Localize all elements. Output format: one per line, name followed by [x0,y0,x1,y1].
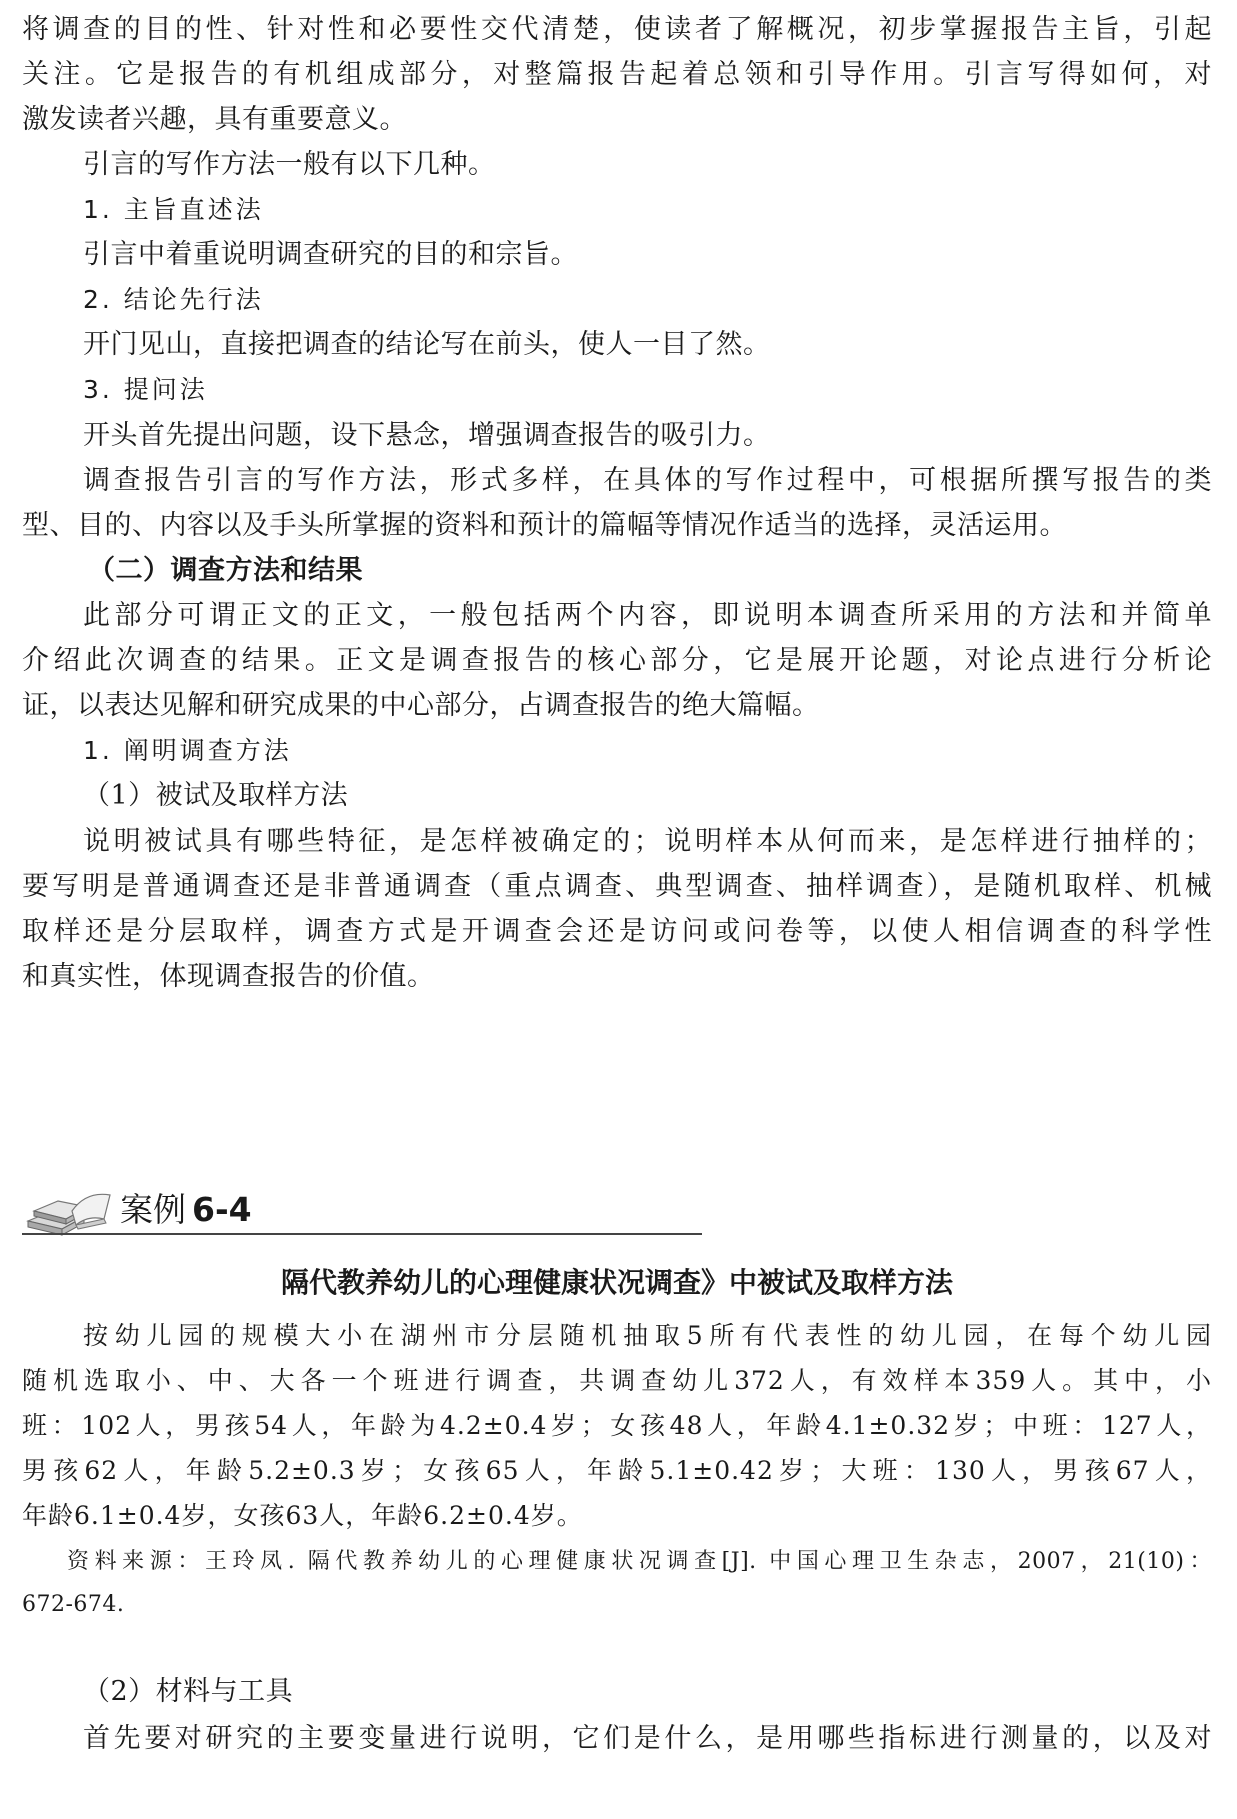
summary-line-1: 调查报告引言的写作方法，形式多样，在具体的写作过程中，可根据所撰写报告的类 [83,465,1212,496]
section-2-line-1: 此部分可谓正文的正文，一般包括两个内容，即说明本调查所采用的方法和并简单 [83,600,1212,631]
method-3-text: 开头首先提出问题，设下悬念，增强调查报告的吸引力。 [83,420,771,451]
intro-line-1: 将调查的目的性、针对性和必要性交代清楚，使读者了解概况，初步掌握报告主旨，引起 [22,14,1212,45]
case-line-4: 男孩62人，年龄5.2±0.3岁；女孩65人，年龄5.1±0.42岁；大班：130人，男孩67人， [22,1456,1212,1485]
method-2-heading: 2. 结论先行法 [83,285,264,314]
intro-line-2: 关注。它是报告的有机组成部分，对整篇报告起着总领和引导作用。引言写得如何，对 [22,59,1212,90]
subsection-1-heading: 1. 阐明调查方法 [83,736,292,765]
case-label-text: 案例 [120,1190,186,1229]
item-1-line-2: 要写明是普通调查还是非普通调查（重点调查、典型调查、抽样调查），是随机取样、机械 [22,871,1212,902]
method-1-heading: 1. 主旨直述法 [83,195,264,224]
item-1-line-1: 说明被试具有哪些特征，是怎样被确定的；说明样本从何而来，是怎样进行抽样的； [83,826,1212,857]
case-line-1: 按幼儿园的规模大小在湖州市分层随机抽取5所有代表性的幼儿园，在每个幼儿园 [83,1321,1212,1350]
item-1-line-3: 取样还是分层取样，调查方式是开调查会还是访问或问卷等，以使人相信调查的科学性 [22,916,1212,947]
books-icon [28,1194,110,1235]
case-line-2: 随机选取小、中、大各一个班进行调查，共调查幼儿372人，有效样本359人。其中，小 [22,1366,1212,1395]
method-2-text: 开门见山，直接把调查的结论写在前头，使人一目了然。 [83,329,771,360]
case-label [120,1190,252,1230]
case-line-5: 年龄6.1±0.4岁，女孩63人，年龄6.2±0.4岁。 [22,1501,583,1530]
summary-line-2: 型、目的、内容以及手头所掌握的资料和预计的篇幅等情况作适当的选择，灵活运用。 [22,510,1067,541]
case-source-line-2: 672-674. [22,1592,125,1617]
case-title: 隔代教养幼儿的心理健康状况调查》中被试及取样方法 [280,1266,953,1299]
case-source-line-1: 资料来源：王玲凤. 隔代教养幼儿的心理健康状况调查[J]. 中国心理卫生杂志，2007，21(10)： [67,1549,1212,1574]
case-line-3: 班：102人，男孩54人，年龄为4.2±0.4岁；女孩48人，年龄4.1±0.32岁；中班：127人， [22,1411,1212,1440]
section-2-heading: （二）调查方法和结果 [88,555,363,586]
item-1-heading: （1）被试及取样方法 [83,780,349,811]
section-2-line-2: 介绍此次调查的结果。正文是调查报告的核心部分，它是展开论题，对论点进行分析论 [22,645,1212,676]
method-1-text: 引言中着重说明调查研究的目的和宗旨。 [83,239,578,270]
item-2-line-1: 首先要对研究的主要变量进行说明，它们是什么，是用哪些指标进行测量的，以及对 [83,1723,1212,1754]
intro-line-3: 激发读者兴趣，具有重要意义。 [22,104,407,135]
method-3-heading: 3. 提问法 [83,375,208,404]
methods-intro: 引言的写作方法一般有以下几种。 [83,149,496,180]
item-1-line-4: 和真实性，体现调查报告的价值。 [22,961,435,992]
section-2-line-3: 证，以表达见解和研究成果的中心部分，占调查报告的绝大篇幅。 [22,690,820,721]
item-2-heading: （2）材料与工具 [83,1676,294,1707]
case-number: 6-4 [192,1190,252,1229]
